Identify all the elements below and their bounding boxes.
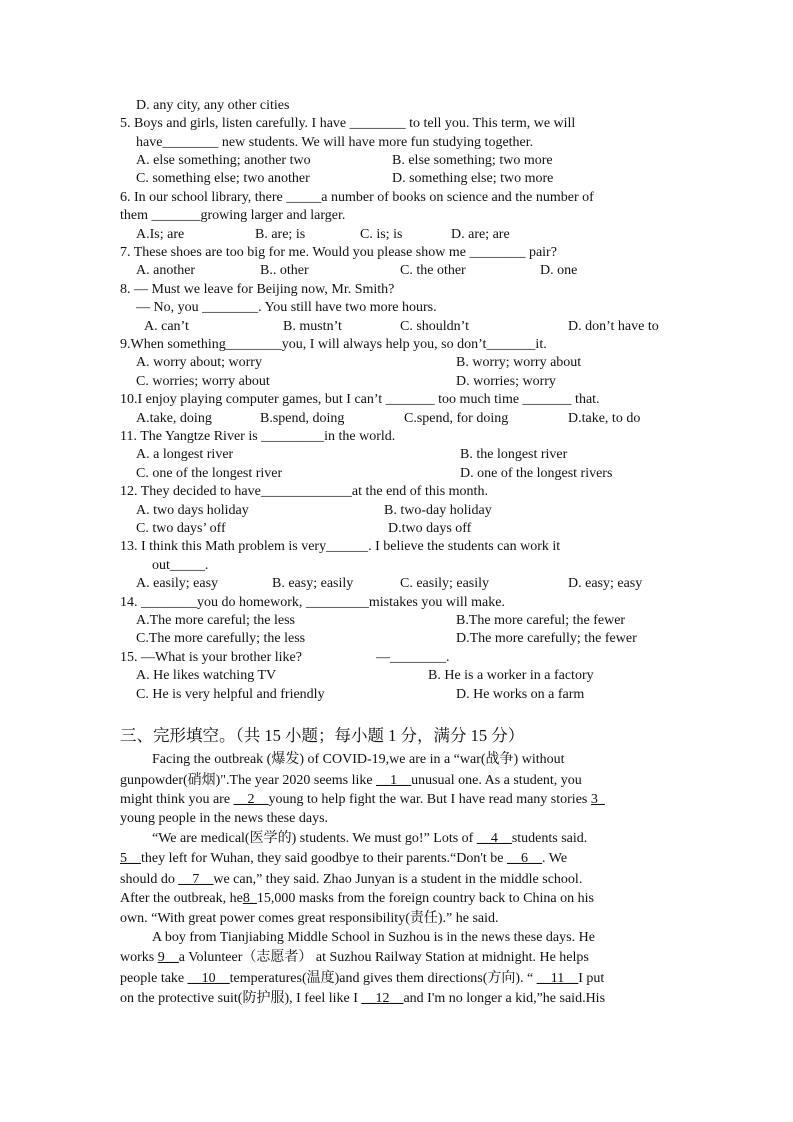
passage-line: works 9__a Volunteer（志愿者） at Suzhou Railway Station at midnight. He helps — [120, 950, 589, 965]
passage-line: After the outbreak, he8_15,000 masks from the foreign country back to China on his — [120, 891, 594, 906]
section-heading-cloze: 三、完形填空。（共 15 小题；每小题 1 分，满分 15 分） — [120, 726, 525, 745]
q15-stem: 15. —What is your brother like? — [120, 650, 302, 665]
q11-option-b: B. the longest river — [460, 447, 568, 462]
q8-option-d: D. don’t have to — [568, 319, 659, 334]
passage-line: on the protective suit(防护服), I feel like I __12__and I'm no longer a kid,”he said.His — [120, 991, 606, 1006]
blank-4: __4__ — [476, 831, 512, 846]
blank-6: __6__ — [507, 851, 542, 866]
blank-10: __10__ — [187, 971, 230, 986]
blank-8: 8_ — [242, 891, 257, 906]
q11-option-d: D. one of the longest rivers — [460, 466, 613, 481]
q8-option-b: B. mustn’t — [283, 319, 342, 334]
q15-option-d: D. He works on a farm — [456, 687, 585, 702]
q15-answer-blank: —________. — [376, 650, 450, 665]
q10-stem: 10.I enjoy playing computer games, but I can’t _______ too much time _______ that. — [120, 392, 600, 407]
blank-5: 5__ — [120, 851, 141, 866]
q11-stem: 11. The Yangtze River is _________in the world. — [120, 429, 396, 444]
q8-option-c: C. shouldn’t — [400, 319, 469, 334]
q10-option-d: D.take, to do — [568, 411, 641, 426]
blank-7: __7__ — [178, 872, 214, 887]
q9-option-c: C. worries; worry about — [136, 374, 270, 389]
q5-option-b: B. else something; two more — [392, 153, 553, 168]
q7-option-c: C. the other — [400, 263, 466, 278]
passage-line: young people in the news these days. — [120, 811, 329, 826]
q13-option-b: B. easy; easily — [272, 576, 354, 591]
q13-option-d: D. easy; easy — [568, 576, 643, 591]
q9-option-b: B. worry; worry about — [456, 355, 582, 370]
q7-stem: 7. These shoes are too big for me. Would you please show me ________ pair? — [120, 245, 557, 260]
q12-option-d: D.two days off — [388, 521, 472, 536]
q6-option-a: A.Is; are — [136, 227, 185, 242]
q10-option-c: C.spend, for doing — [404, 411, 509, 426]
passage-line: 5__they left for Wuhan, they said goodbye to their parents.“Don't be __6__. We — [120, 851, 568, 866]
q11-option-c: C. one of the longest river — [136, 466, 283, 481]
passage-line: people take __10__temperatures(温度)and gives them directions(方向). “ __11__I put — [120, 971, 605, 986]
q12-stem: 12. They decided to have_____________at the end of this month. — [120, 484, 488, 499]
q15-option-c: C. He is very helpful and friendly — [136, 687, 325, 702]
q9-stem: 9.When something________you, I will always help you, so don’t_______it. — [120, 337, 547, 352]
q14-option-c: C.The more carefully; the less — [136, 631, 306, 646]
q15-option-a: A. He likes watching TV — [136, 668, 277, 683]
passage-line: should do __7__we can,” they said. Zhao Junyan is a student in the middle school. — [120, 872, 583, 887]
q8-option-a: A. can’t — [144, 319, 189, 334]
q8-stem-line2: — No, you ________. You still have two more hours. — [136, 300, 437, 315]
q10-option-b: B.spend, doing — [260, 411, 345, 426]
blank-2: __2__ — [233, 792, 269, 807]
q5-option-d: D. something else; two more — [392, 171, 554, 186]
q9-option-a: A. worry about; worry — [136, 355, 262, 370]
passage-line: “We are medical(医学的) students. We must go!” Lots of __4__students said. — [152, 831, 588, 846]
blank-9: 9__ — [157, 950, 179, 965]
q8-stem-line1: 8. — Must we leave for Beijing now, Mr. Smith? — [120, 282, 395, 297]
q4-option-d: D. any city, any other cities — [136, 98, 290, 113]
q6-stem-line1: 6. In our school library, there _____a number of books on science and the number of — [120, 190, 594, 205]
q9-option-d: D. worries; worry — [456, 374, 556, 389]
q13-stem-line1: 13. I think this Math problem is very______. I believe the students can work it — [120, 539, 561, 554]
q12-option-c: C. two days’ off — [136, 521, 226, 536]
passage-line: A boy from Tianjiabing Middle School in Suzhou is in the news these days. He — [152, 930, 595, 945]
q7-option-d: D. one — [540, 263, 578, 278]
q12-option-a: A. two days holiday — [136, 503, 249, 518]
q14-option-a: A.The more careful; the less — [136, 613, 295, 628]
q14-stem: 14. ________you do homework, _________mistakes you will make. — [120, 595, 505, 610]
q13-option-c: C. easily; easily — [400, 576, 490, 591]
passage-line: Facing the outbreak (爆发) of COVID-19,we are in a “war(战争) without — [152, 752, 565, 767]
q7-option-a: A. another — [136, 263, 196, 278]
q7-option-b: B.. other — [260, 263, 309, 278]
q12-option-b: B. two-day holiday — [384, 503, 492, 518]
q6-option-c: C. is; is — [360, 227, 403, 242]
q10-option-a: A.take, doing — [136, 411, 212, 426]
q6-option-d: D. are; are — [451, 227, 510, 242]
q6-stem-line2: them _______growing larger and larger. — [120, 208, 346, 223]
q5-option-c: C. something else; two another — [136, 171, 310, 186]
passage-line: gunpowder(硝烟)".The year 2020 seems like __1__unusual one. As a student, you — [120, 773, 582, 788]
blank-12: __12__ — [361, 991, 404, 1006]
blank-11: __11__ — [536, 971, 579, 986]
q14-option-b: B.The more careful; the fewer — [456, 613, 626, 628]
passage-line: might think you are __2__young to help fight the war. But I have read many stories 3_ — [120, 792, 605, 807]
blank-1: __1__ — [376, 773, 412, 788]
passage-line: own. “With great power comes great responsibility(责任).” he said. — [120, 911, 499, 926]
q15-option-b: B. He is a worker in a factory — [428, 668, 594, 683]
blank-3: 3_ — [590, 792, 605, 807]
q13-option-a: A. easily; easy — [136, 576, 219, 591]
q6-option-b: B. are; is — [255, 227, 306, 242]
q13-stem-line2: out_____. — [152, 558, 209, 573]
q5-stem-line2: have________ new students. We will have more fun studying together. — [136, 135, 534, 150]
q14-option-d: D.The more carefully; the fewer — [456, 631, 637, 646]
q5-stem-line1: 5. Boys and girls, listen carefully. I have ________ to tell you. This term, we will — [120, 116, 576, 131]
q11-option-a: A. a longest river — [136, 447, 234, 462]
q5-option-a: A. else something; another two — [136, 153, 311, 168]
